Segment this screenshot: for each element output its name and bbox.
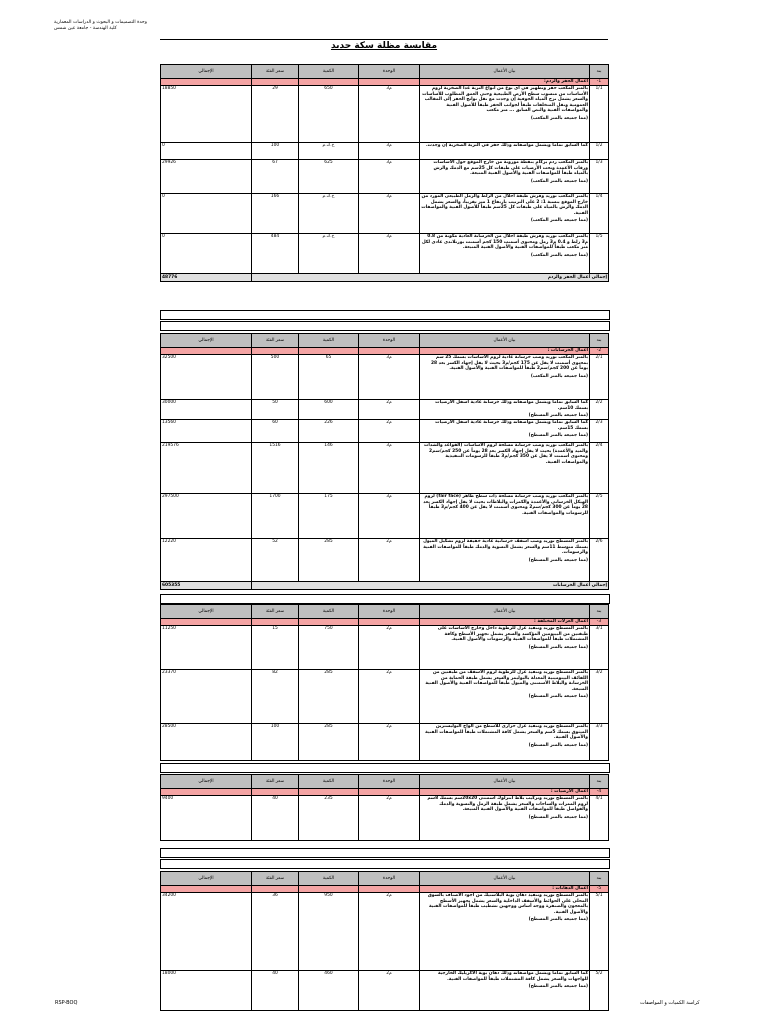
section-total-label: إجمالي أعمال الخرسانات xyxy=(252,582,609,590)
section-heading-blank xyxy=(359,619,420,626)
col-header-unit: الوحدة xyxy=(359,334,420,348)
item-unit-note: (مما جميعه بالمتر المسطح) xyxy=(528,644,588,650)
section-heading-row xyxy=(161,886,609,893)
section-table xyxy=(160,774,609,841)
item-number: 1/5 xyxy=(590,234,609,274)
section-number: 4- xyxy=(590,789,609,796)
col-header-unit: الوحدة xyxy=(359,65,420,79)
item-description xyxy=(420,971,590,1011)
item-number: 1/1 xyxy=(590,86,609,143)
item-description-text: كما السابق تماماً ويشمل مواصفاته وذلك دهان بوية الأكريليك الخارجية للواجهات والسعر يشمل كافة المشتملات طبقاً للمواصفات الفنية. xyxy=(437,971,588,982)
item-rate: 82 xyxy=(252,670,299,724)
item-description xyxy=(420,355,590,400)
item-number: 5/2 xyxy=(590,971,609,1011)
section-table xyxy=(160,604,609,761)
col-header-qty: الكمية xyxy=(299,605,359,619)
item-number: 1/3 xyxy=(590,160,609,194)
item-rate: 1516 xyxy=(252,443,299,494)
item-unit-note: (مما جميعه بالمتر المسطح) xyxy=(528,984,588,990)
item-quantity: 950 xyxy=(299,893,359,971)
column-header-row xyxy=(161,65,609,79)
col-header-desc: بيان الأعمال xyxy=(420,775,590,789)
section-total-label: إجمالي أعمال الحفر والردم xyxy=(252,274,609,282)
section-heading-blank xyxy=(161,886,252,893)
item-unit: م3 xyxy=(359,194,420,234)
item-unit-note: (مما جميعه بالمتر المسطح) xyxy=(528,413,588,419)
col-header-desc: بيان الأعمال xyxy=(420,605,590,619)
table-row xyxy=(161,194,609,234)
item-amount: 297500 xyxy=(161,494,252,539)
item-unit: م3 xyxy=(359,234,420,274)
item-rate: 1700 xyxy=(252,494,299,539)
table-row xyxy=(161,143,609,160)
blank-separator-row xyxy=(160,310,610,320)
col-header-qty: الكمية xyxy=(299,65,359,79)
col-header-no: بند xyxy=(590,334,609,348)
blank-separator-row xyxy=(160,848,610,858)
item-quantity: خ.ك.م xyxy=(299,143,359,160)
item-description xyxy=(420,724,590,761)
item-rate: 484 xyxy=(252,234,299,274)
footer-code: RSP-BOQ xyxy=(55,1000,78,1006)
col-header-rate: سعر الفئة xyxy=(252,775,299,789)
table-row xyxy=(161,971,609,1011)
item-description-text: بالمتر المكعب توريد وصب خرسانة مسلحة ذات سطح ظاهر (fair face) لزوم الهيكل الخرسانى والأعمدة والكمرات والبلاطات بحيث لا يقل إجهاد الكسر بعد 28 يوماً عن 300 كجم/سم2 ومحتوى أسمنت لا يقل عن 400 كجم/م3 طبقاً للرسومات والمواصفات الفنية. xyxy=(423,494,588,516)
item-description-text: بالمتر المكعب توريد وصب خرسانة مسلحة لزوم الأساسات (القواعد والشدات والميد والأعمدة) بحيث لا يقل إجهاد الكسر بعد 28 يوماً عن 250 كجم/سم2 ومحتوى أسمنت لا يقل عن 350 كجم/م3 طبقاً للرسومات التنفيذية والمواصفات الفنية. xyxy=(423,443,588,465)
item-rate: 40 xyxy=(252,796,299,841)
blank-separator-row xyxy=(160,321,610,331)
item-rate: 100 xyxy=(252,724,299,761)
item-number: 2/6 xyxy=(590,539,609,582)
item-unit-note: (مما جميعه بالمتر المكعب) xyxy=(530,178,588,184)
item-unit-note: (مما جميعه بالمتر المكعب) xyxy=(530,218,588,224)
item-description-text: بالمتر المسطح توريد وتنفيذ عزل للرطوبة لزوم الأسقف من طبقتين من اللفائف البيتومينية المعدلة بالبوليمر والسعر يشمل طبقة الحماية من الخرسانة والبلاط الأسمنتى والميول طبقاً للمواصفات الفنية والأصول الفنية المتبعة. xyxy=(425,670,588,692)
section-table xyxy=(160,871,609,1011)
item-rate: 36 xyxy=(252,893,299,971)
item-description xyxy=(420,626,590,670)
col-header-unit: الوحدة xyxy=(359,605,420,619)
section-heading-blank xyxy=(161,619,252,626)
item-quantity: 750 xyxy=(299,626,359,670)
item-unit: م3 xyxy=(359,494,420,539)
item-unit-note: (مما جميعه بالمتر المكعب) xyxy=(530,115,588,121)
item-description xyxy=(420,539,590,582)
item-description xyxy=(420,494,590,539)
section-heading-blank xyxy=(299,348,359,355)
item-description xyxy=(420,670,590,724)
col-header-qty: الكمية xyxy=(299,775,359,789)
item-number: 3/2 xyxy=(590,670,609,724)
column-header-row xyxy=(161,775,609,789)
item-rate: 50 xyxy=(252,400,299,420)
item-description-text: بالمتر المكعب توريد وفرش طبقة احلال من الخرسانة العادية مكونة من 0.8 م3 زلط و 0.4 م3 رمل ومحتوى أسمنت 150 كجم أسمنت بورتلاندى عادى لكل متر مكعب طبقاً للمواصفات الفنية والأصول الفنية المتبعة. xyxy=(421,234,588,251)
item-amount: 11250 xyxy=(161,626,252,670)
item-description xyxy=(420,443,590,494)
column-header-row xyxy=(161,334,609,348)
item-unit-note: (مما جميعه بالمتر المكعب) xyxy=(530,252,588,258)
section-total-row xyxy=(161,274,609,282)
institution-header xyxy=(54,20,147,32)
item-description-text: بالمتر المكعب حفر وتطهير في أى نوع من أنواع التربة عدا الصخرية لزوم الأساسات من منسوب سطح الأرض الطبيعية وحتى العمق المطلوب للأساسات والسعر يشمل نزح المياه الجوفية إن وجدت مع نقل نواتج الحفر إلى المقالب العمومية ونقل المتخلفات طبقاً لجوانب الحفر طبقاً للأصول الفنية والمواصفات الفنية والنص السابق ... متر مكعب xyxy=(422,86,588,114)
col-header-amount: الإجمالي xyxy=(161,872,252,886)
section-heading-blank xyxy=(299,789,359,796)
item-amount: 0 xyxy=(161,234,252,274)
item-rate: 29 xyxy=(252,86,299,143)
item-quantity: 650 xyxy=(299,86,359,143)
section-total-value: 605355 xyxy=(161,582,252,590)
item-description-text: كما السابق تماماً ويشمل مواصفاته وذلك خرسانة عادية أسفل الأرضيات بسمك 15سم. xyxy=(435,420,588,431)
item-rate: 52 xyxy=(252,539,299,582)
item-number: 1/4 xyxy=(590,194,609,234)
item-amount: 12220 xyxy=(161,539,252,582)
item-unit: م2 xyxy=(359,893,420,971)
col-header-no: بند xyxy=(590,775,609,789)
item-description xyxy=(420,400,590,420)
col-header-qty: الكمية xyxy=(299,334,359,348)
item-number: 2/5 xyxy=(590,494,609,539)
column-header-row xyxy=(161,605,609,619)
col-header-desc: بيان الأعمال xyxy=(420,334,590,348)
item-rate: 100 xyxy=(252,143,299,160)
section-heading-row xyxy=(161,789,609,796)
section-table xyxy=(160,64,609,282)
section-heading-blank xyxy=(161,789,252,796)
section-number: 3- xyxy=(590,619,609,626)
item-description-text: بالمتر المسطح توريد وتنفيذ عزل حرارى للأسطح من ألواح البوليسترين المبثوق بسمك 5سم والسعر يشمل كافة المشتملات طبقاً للمواصفات الفنية والأصول الفنية. xyxy=(425,724,588,741)
section-title: أعمال العزلات المختلفة : xyxy=(420,619,590,626)
item-quantity: 235 xyxy=(299,796,359,841)
col-header-no: بند xyxy=(590,65,609,79)
col-header-desc: بيان الأعمال xyxy=(420,65,590,79)
table-row xyxy=(161,160,609,194)
col-header-rate: سعر الفئة xyxy=(252,334,299,348)
item-amount: 28500 xyxy=(161,724,252,761)
section-total-row xyxy=(161,582,609,590)
item-number: 1/2 xyxy=(590,143,609,160)
item-quantity: 226 xyxy=(299,420,359,443)
item-quantity: 285 xyxy=(299,670,359,724)
table-row xyxy=(161,400,609,420)
item-amount: 34200 xyxy=(161,893,252,971)
item-number: 3/1 xyxy=(590,626,609,670)
section-heading-blank xyxy=(299,886,359,893)
section-heading-row xyxy=(161,348,609,355)
item-unit-note: (مما جميعه بالمتر المسطح) xyxy=(528,557,588,563)
section-title: أعمال الخرسانات : xyxy=(420,348,590,355)
section-heading-blank xyxy=(359,348,420,355)
table-row xyxy=(161,796,609,841)
table-row xyxy=(161,670,609,724)
section-heading-blank xyxy=(252,789,299,796)
item-quantity: خ.ك.م xyxy=(299,234,359,274)
item-rate: 60 xyxy=(252,420,299,443)
col-header-unit: الوحدة xyxy=(359,775,420,789)
table-row xyxy=(161,494,609,539)
item-unit-note: (مما جميعه بالمتر المسطح) xyxy=(528,694,588,700)
item-unit: م3 xyxy=(359,160,420,194)
section-heading-row xyxy=(161,79,609,86)
item-unit-note: (مما جميعه بالمتر المسطح) xyxy=(528,814,588,820)
item-number: 2/3 xyxy=(590,420,609,443)
table-row xyxy=(161,420,609,443)
col-header-amount: الإجمالي xyxy=(161,775,252,789)
table-row xyxy=(161,893,609,971)
item-number: 2/4 xyxy=(590,443,609,494)
item-unit-note: (مما جميعه بالمتر المسطح) xyxy=(528,917,588,923)
item-unit: م3 xyxy=(359,143,420,160)
section-heading-blank xyxy=(161,79,252,86)
item-amount: 18000 xyxy=(161,971,252,1011)
item-description xyxy=(420,194,590,234)
blank-separator-row xyxy=(160,594,610,604)
section-title: أعمال الأرضيات : xyxy=(420,789,590,796)
item-amount: 9400 xyxy=(161,796,252,841)
section-heading-blank xyxy=(252,886,299,893)
col-header-rate: سعر الفئة xyxy=(252,65,299,79)
col-header-rate: سعر الفئة xyxy=(252,605,299,619)
table-row xyxy=(161,443,609,494)
section-heading-blank xyxy=(359,789,420,796)
item-description xyxy=(420,86,590,143)
section-title: أعمال الدهانات : xyxy=(420,886,590,893)
column-header-row xyxy=(161,872,609,886)
item-amount: 219576 xyxy=(161,443,252,494)
item-amount: 30000 xyxy=(161,400,252,420)
item-rate: 166 xyxy=(252,194,299,234)
item-unit-note: (مما جميعه بالمتر المكعب) xyxy=(530,373,588,379)
item-quantity: 146 xyxy=(299,443,359,494)
item-quantity: 285 xyxy=(299,724,359,761)
item-description xyxy=(420,893,590,971)
item-description xyxy=(420,420,590,443)
item-description-text: بالمتر المكعب ردم بركام بنقطة موزونة من خارج الموقع حول الأساسات ورقاب الأعمدة وتحت الأرضيات على طبقات كل 25سم مع الدمك والرش بالمياه طبقاً للمواصفات الفنية والأصول الفنية المتبعة. xyxy=(433,160,588,177)
item-description xyxy=(420,143,590,160)
section-heading-blank xyxy=(359,886,420,893)
item-number: 2/2 xyxy=(590,400,609,420)
col-header-desc: بيان الأعمال xyxy=(420,872,590,886)
item-unit: م2 xyxy=(359,400,420,420)
section-heading-blank xyxy=(299,79,359,86)
item-unit: م3 xyxy=(359,355,420,400)
col-header-qty: الكمية xyxy=(299,872,359,886)
item-number: 2/1 xyxy=(590,355,609,400)
item-description-text: كما السابق تماماً ويشمل مواصفاته وذلك خرسانة عادية أسفل الأرضيات بسمك 10سم. xyxy=(435,400,588,411)
item-unit: م2 xyxy=(359,971,420,1011)
item-rate: 15 xyxy=(252,626,299,670)
table-row xyxy=(161,86,609,143)
section-total-value: 48776 xyxy=(161,274,252,282)
item-quantity: 65 xyxy=(299,355,359,400)
col-header-no: بند xyxy=(590,605,609,619)
item-amount: 13560 xyxy=(161,420,252,443)
item-description-text: بالمتر المكعب توريد وفرش طبقة احلال من الزلط والرمل الطبيعى المورد من خارج الموقع بنسبة 1: 2 على الترتيب بارتفاع 1 متر تقريباً، والسعر يشمل الدمك والرش بالمياه على طبقات كل 25سم طبقاً للأصول الفنية والمواصفات الفنية. xyxy=(421,194,588,216)
blank-separator-row xyxy=(160,859,610,869)
item-unit: م3 xyxy=(359,443,420,494)
item-number: 5/1 xyxy=(590,893,609,971)
table-row xyxy=(161,724,609,761)
item-number: 4/1 xyxy=(590,796,609,841)
item-description-text: كما السابق تماماً ويشمل مواصفاته وذلك حفر في التربة الصخرية إن وجدت. xyxy=(425,143,588,148)
item-amount: 18850 xyxy=(161,86,252,143)
footer-title: كراسة الكميات و المواصفات xyxy=(640,1000,700,1006)
item-unit: م2 xyxy=(359,724,420,761)
item-rate: 40 xyxy=(252,971,299,1011)
document-title: مقايسة مظلة سكة حديد xyxy=(330,41,438,51)
item-quantity: 460 xyxy=(299,971,359,1011)
item-description xyxy=(420,796,590,841)
item-description xyxy=(420,160,590,194)
item-unit: م2 xyxy=(359,626,420,670)
col-header-amount: الإجمالي xyxy=(161,605,252,619)
table-row xyxy=(161,626,609,670)
blank-separator-row xyxy=(160,763,610,773)
section-heading-blank xyxy=(359,79,420,86)
col-header-rate: سعر الفئة xyxy=(252,872,299,886)
item-unit: م3 xyxy=(359,86,420,143)
item-description-text: بالمتر المسطح توريد وتنفيذ عزل للرطوبة داخل وخارج الأساسات على طبقتين من البيتومين المؤكسد والسعر يشمل تجهيز الأسطح وكافة المشتملات طبقاً للمواصفات الفنية والرسومات والأصول الفنية. xyxy=(437,626,588,643)
item-unit-note: (مما جميعه بالمتر المسطح) xyxy=(528,742,588,748)
section-heading-blank xyxy=(252,619,299,626)
col-header-amount: الإجمالي xyxy=(161,65,252,79)
item-quantity: 600 xyxy=(299,400,359,420)
col-header-no: بند xyxy=(590,872,609,886)
section-heading-blank xyxy=(299,619,359,626)
item-quantity: 175 xyxy=(299,494,359,539)
item-unit: م2 xyxy=(359,796,420,841)
item-unit: م2 xyxy=(359,539,420,582)
institution-line-1: وحدة التصميمات و البحوث و الدراسات المعمارية xyxy=(54,20,147,25)
item-number: 3/3 xyxy=(590,724,609,761)
col-header-unit: الوحدة xyxy=(359,872,420,886)
section-heading-blank xyxy=(252,79,299,86)
section-heading-blank xyxy=(161,348,252,355)
item-description-text: بالمتر المسطح توريد وتنفيذ دهان بوية البلاستيك من أجود الأصناف بالسوق المحلى على الحوائط والأسقف الداخلية والسعر يشمل تجهيز الأسطح بالمعجون والصنفرة ووجه أساس ووجهين تشطيب طبقاً للمواصفات الفنية والأصول الفنية. xyxy=(427,893,588,915)
item-description-text: بالمتر المسطح توريد وتركيب بلاط انترلوك أسمنتى 20x20سم بسمك 8سم لزوم الممرات والساحات والسعر يشمل طبقة الرمل والتسوية والدمك والفواصل طبقاً للمواصفات الفنية والأصول الفنية المتبعة. xyxy=(427,796,588,813)
section-heading-blank xyxy=(252,348,299,355)
institution-line-2: كلية الهندسة - جامعة عين شمس xyxy=(54,26,117,31)
item-quantity: 285 xyxy=(299,539,359,582)
section-title: أعمال الحفر والردم: xyxy=(420,79,590,86)
section-number: 2- xyxy=(590,348,609,355)
item-amount: 32500 xyxy=(161,355,252,400)
item-unit: م2 xyxy=(359,420,420,443)
item-amount: 29926 xyxy=(161,160,252,194)
section-table xyxy=(160,333,609,590)
item-amount: 0 xyxy=(161,143,252,160)
section-number: 1- xyxy=(590,79,609,86)
item-description-text: بالمتر المسطح توريد وصب أسقف خرسانية عادية خفيفة لزوم تشكيل الميول بسمك متوسط 11سم والسعر يشمل التسوية والدمك طبقاً للمواصفات الفنية والرسومات. xyxy=(423,539,588,556)
section-heading-row xyxy=(161,619,609,626)
table-row xyxy=(161,234,609,274)
item-description xyxy=(420,234,590,274)
item-quantity: 625 xyxy=(299,160,359,194)
item-description-text: بالمتر المكعب توريد وصب خرسانة عادية لزوم الأساسات بسمك 25 سم بمحتوى أسمنت لا يقل عن 175 كجم/م3 بحيث لا يقل إجهاد الكسر بعد 28 يوماً عن 200 كجم/سم2 طبقاً للمواصفات الفنية والأصول الفنية. xyxy=(431,355,588,372)
item-rate: 67 xyxy=(252,160,299,194)
item-amount: 0 xyxy=(161,194,252,234)
table-row xyxy=(161,355,609,400)
col-header-amount: الإجمالي xyxy=(161,334,252,348)
item-unit: م2 xyxy=(359,670,420,724)
item-quantity: خ.ك.م xyxy=(299,194,359,234)
item-unit-note: (مما جميعه بالمتر المسطح) xyxy=(528,433,588,439)
table-row xyxy=(161,539,609,582)
item-amount: 23370 xyxy=(161,670,252,724)
item-rate: 500 xyxy=(252,355,299,400)
section-number: 5- xyxy=(590,886,609,893)
title-rule-top xyxy=(160,39,608,40)
